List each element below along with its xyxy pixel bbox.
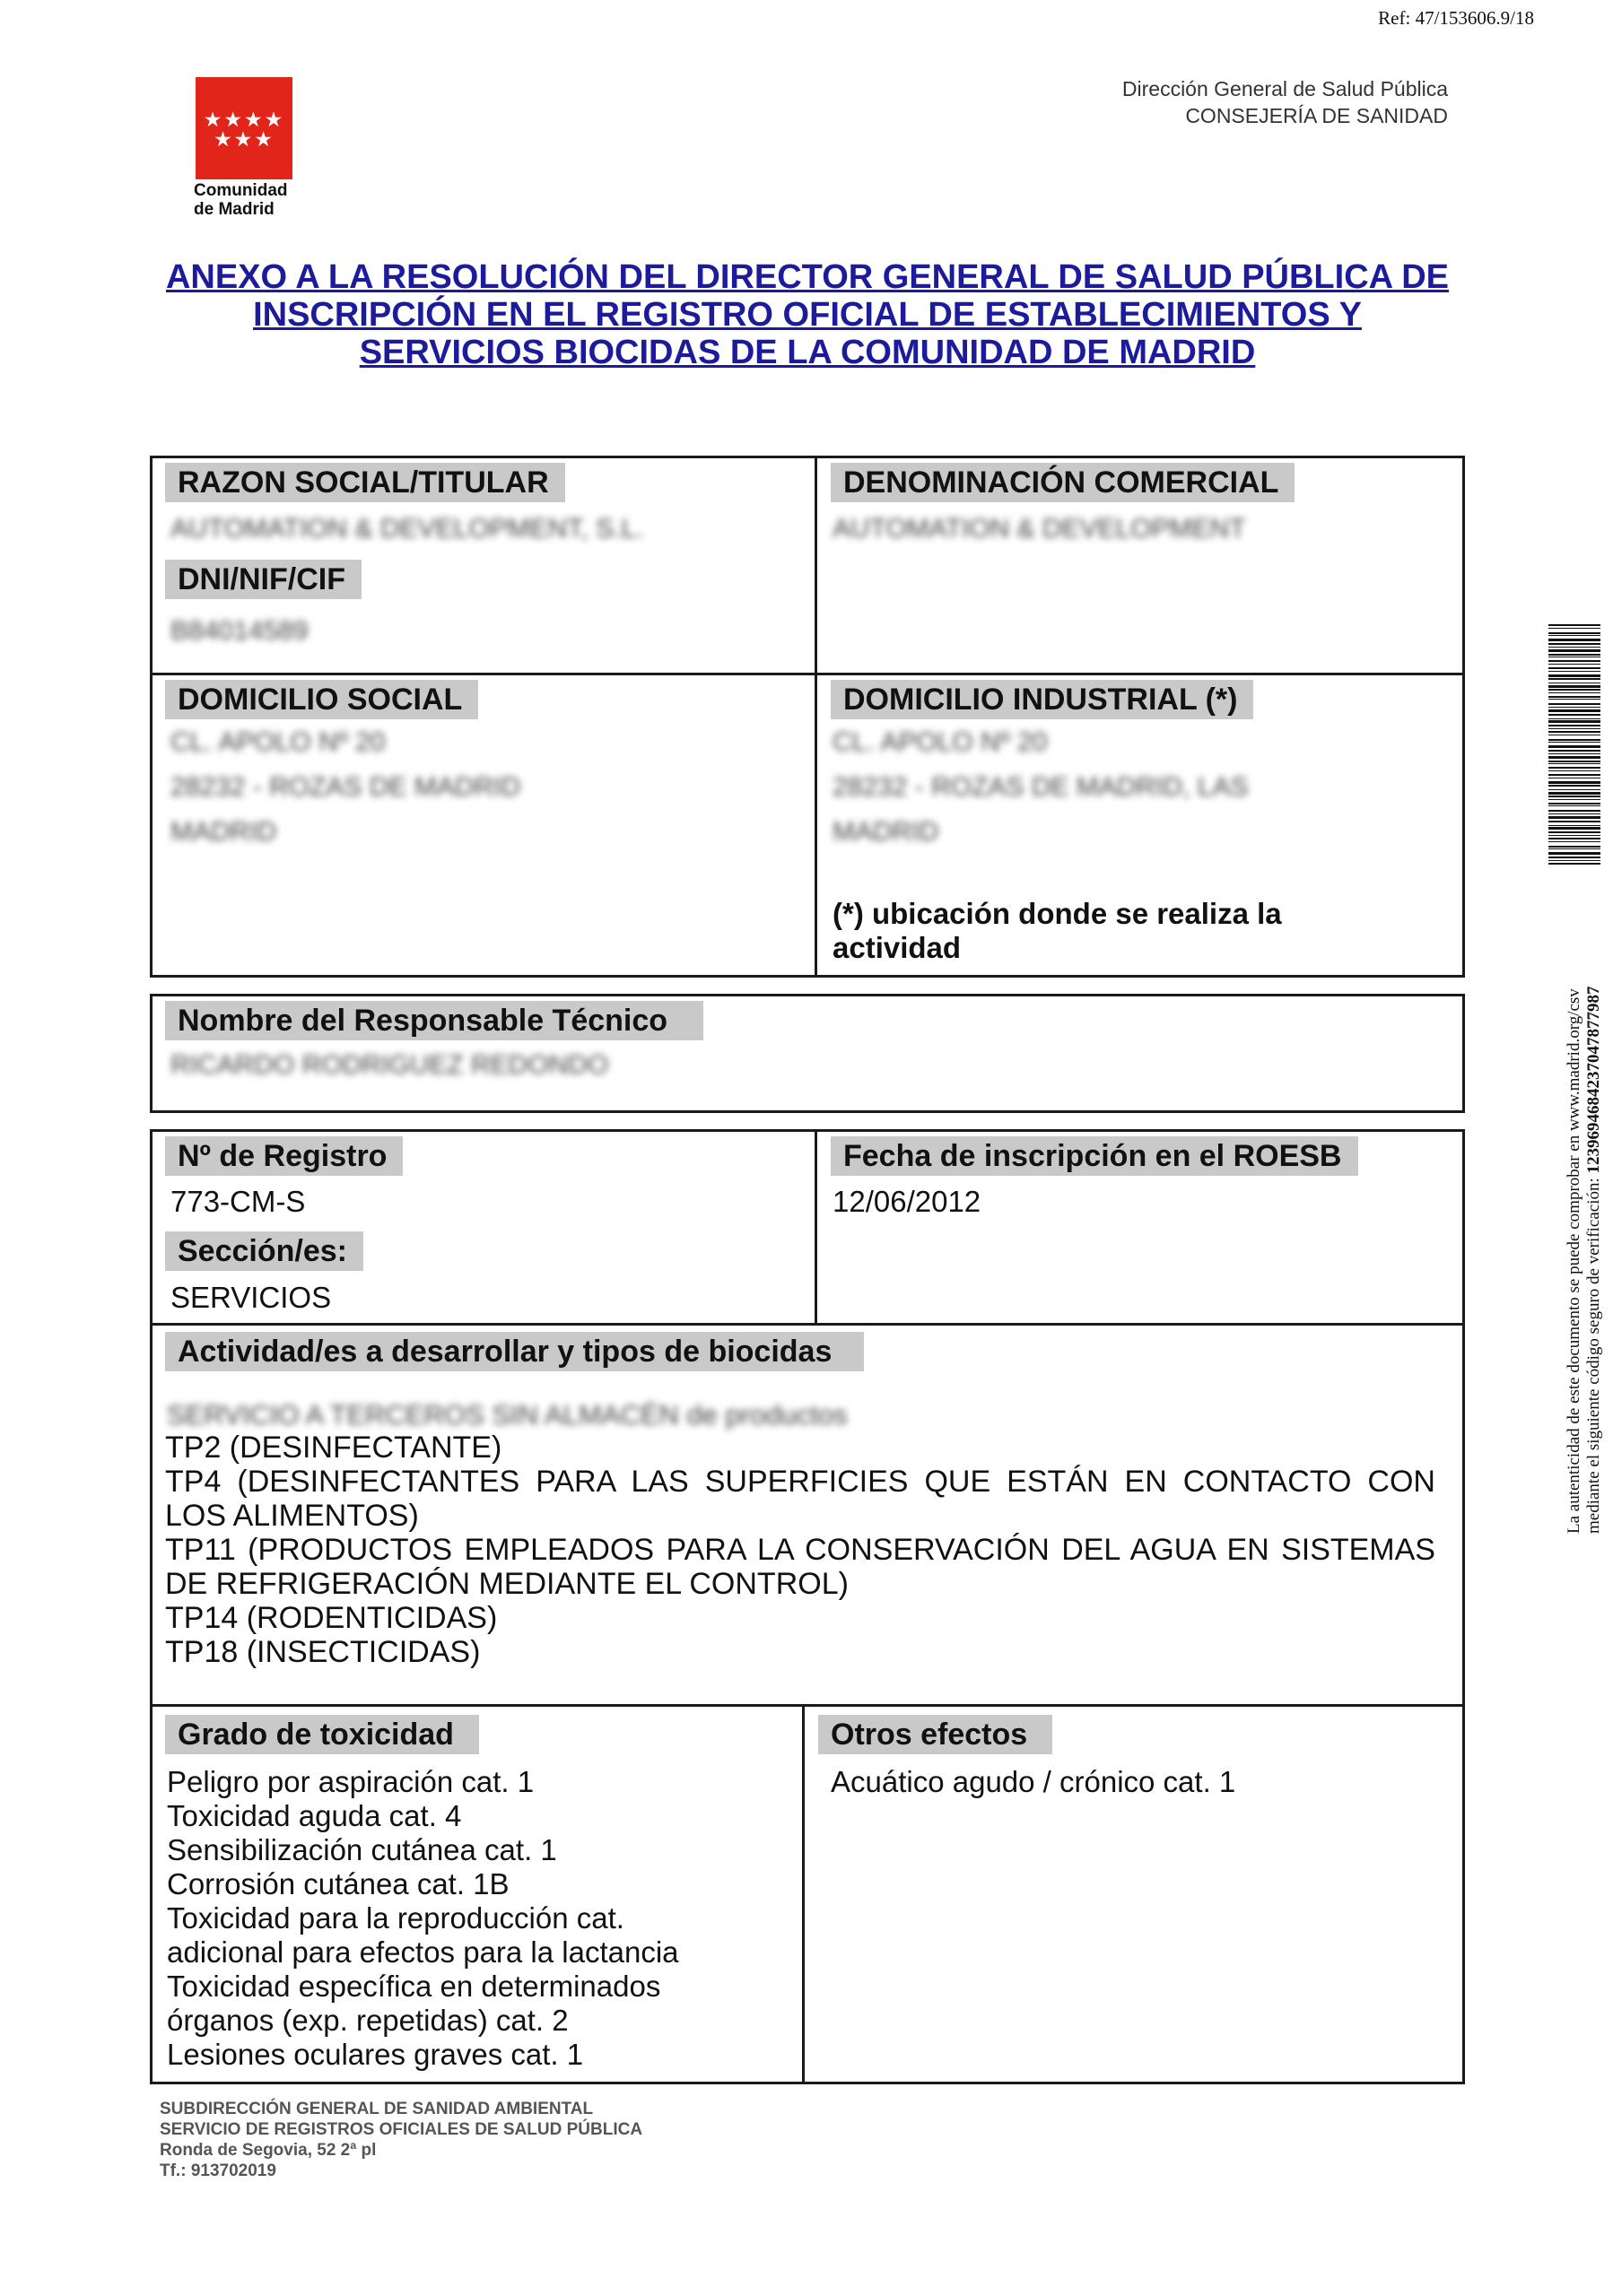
csv-code: 1239694684237047877987: [1584, 986, 1603, 1174]
denominacion-label: DENOMINACIÓN COMERCIAL: [831, 463, 1295, 502]
list-item: Lesiones oculares graves cat. 1: [167, 2038, 584, 2071]
actividades-label: Actividad/es a desarrollar y tipos de biocidas: [165, 1332, 864, 1371]
seccion-label: Sección/es:: [165, 1231, 363, 1271]
razon-social-label: RAZON SOCIAL/TITULAR: [165, 463, 565, 502]
razon-social-value: AUTOMATION & DEVELOPMENT, S.L.: [170, 514, 644, 544]
domicilio-industrial-line: 28232 - ROZAS DE MADRID, LAS: [833, 772, 1249, 802]
list-item: Toxicidad para la reproducción cat.: [167, 1901, 624, 1935]
row-divider: [150, 673, 1465, 675]
responsable-label: Nombre del Responsable Técnico: [165, 1001, 703, 1040]
list-item: Toxicidad aguda cat. 4: [167, 1799, 462, 1832]
footer-address: SUBDIRECCIÓN GENERAL DE SANIDAD AMBIENTAL SERVICIO DE REGISTROS OFICIALES DE SALUD PÚBLICA Ronda de Segovia, 52 2ª pl Tf.: 913702019: [160, 2100, 643, 2180]
row-divider: [150, 1323, 1465, 1326]
list-item: Corrosión cutánea cat. 1B: [167, 1867, 510, 1900]
actividades-blurred: SERVICIO A TERCEROS SIN ALMACÉN de productos: [167, 1399, 848, 1431]
column-divider: [815, 456, 817, 978]
fecha-inscripcion-label: Fecha de inscripción en el ROESB: [831, 1136, 1358, 1176]
otros-efectos-label: Otros efectos: [818, 1715, 1052, 1754]
dni-value: B84014589: [170, 616, 309, 646]
domicilio-social-line: 28232 - ROZAS DE MADRID: [170, 772, 521, 802]
list-item: Toxicidad específica en determinados: [167, 1970, 661, 2003]
otros-efectos-value: Acuático agudo / crónico cat. 1: [831, 1765, 1236, 1798]
toxicidad-label: Grado de toxicidad: [165, 1715, 479, 1754]
domicilio-industrial-line: CL. APOLO Nº 20: [833, 727, 1048, 757]
document-reference: Ref: 47/153606.9/18: [1378, 7, 1534, 29]
list-item: adicional para efectos para la lactancia: [167, 1935, 679, 1969]
domicilio-social-line: MADRID: [170, 817, 277, 847]
numero-registro-label: Nº de Registro: [165, 1136, 403, 1176]
list-item: TP4 (DESINFECTANTES PARA LAS SUPERFICIES QUE ESTÁN EN CONTACTO CON LOS ALIMENTOS): [165, 1465, 1435, 1533]
comunidad-madrid-logo: [196, 77, 292, 179]
seccion-value: SERVICIOS: [170, 1281, 332, 1314]
star-icon: ★★★★ ★★★: [203, 108, 285, 151]
department-header: Dirección General de Salud Pública CONSEJERÍA DE SANIDAD: [1121, 77, 1448, 127]
domicilio-industrial-line: MADRID: [833, 817, 939, 847]
verification-note: La autenticidad de este documento se puede comprobar en www.madrid.org/csv mediante el siguiente código seguro de verificación: 1239694684237047877987: [1565, 986, 1603, 1534]
list-item: TP18 (INSECTICIDAS): [165, 1635, 481, 1669]
domicilio-social-line: CL. APOLO Nº 20: [170, 727, 386, 757]
list-item: TP11 (PRODUCTOS EMPLEADOS PARA LA CONSERVACIÓN DEL AGUA EN SISTEMAS DE REFRIGERACIÓN MEDIANTE EL CONTROL): [165, 1533, 1435, 1601]
fecha-inscripcion-value: 12/06/2012: [833, 1185, 981, 1218]
list-item: Peligro por aspiración cat. 1: [167, 1765, 535, 1798]
dni-label: DNI/NIF/CIF: [165, 560, 362, 599]
toxicidad-list: [167, 1765, 679, 2072]
list-item: órganos (exp. repetidas) cat. 2: [167, 2004, 569, 2037]
list-item: Sensibilización cutánea cat. 1: [167, 1833, 557, 1866]
domicilio-industrial-label: DOMICILIO INDUSTRIAL (*): [831, 680, 1253, 719]
logo-text: Comunidad de Madrid: [194, 181, 288, 219]
barcode: [1548, 624, 1600, 865]
document-title: ANEXO A LA RESOLUCIÓN DEL DIRECTOR GENERAL DE SALUD PÚBLICA DE INSCRIPCIÓN EN EL REGISTRO OFICIAL DE ESTABLECIMIENTOS Y SERVICIOS BIOCIDAS DE LA COMUNIDAD DE MADRID: [165, 258, 1450, 371]
actividades-list: [165, 1431, 1435, 1669]
column-divider: [802, 1704, 805, 2084]
responsable-value: RICARDO RODRIGUEZ REDONDO: [170, 1050, 609, 1080]
denominacion-value: AUTOMATION & DEVELOPMENT: [833, 514, 1246, 544]
list-item: TP2 (DESINFECTANTE): [165, 1431, 502, 1465]
column-divider: [815, 1129, 817, 1325]
domicilio-social-label: DOMICILIO SOCIAL: [165, 680, 478, 719]
list-item: TP14 (RODENTICIDAS): [165, 1601, 498, 1635]
domicilio-note: (*) ubicación donde se realiza la actividad: [833, 897, 1282, 964]
numero-registro-value: 773-CM-S: [170, 1185, 306, 1218]
